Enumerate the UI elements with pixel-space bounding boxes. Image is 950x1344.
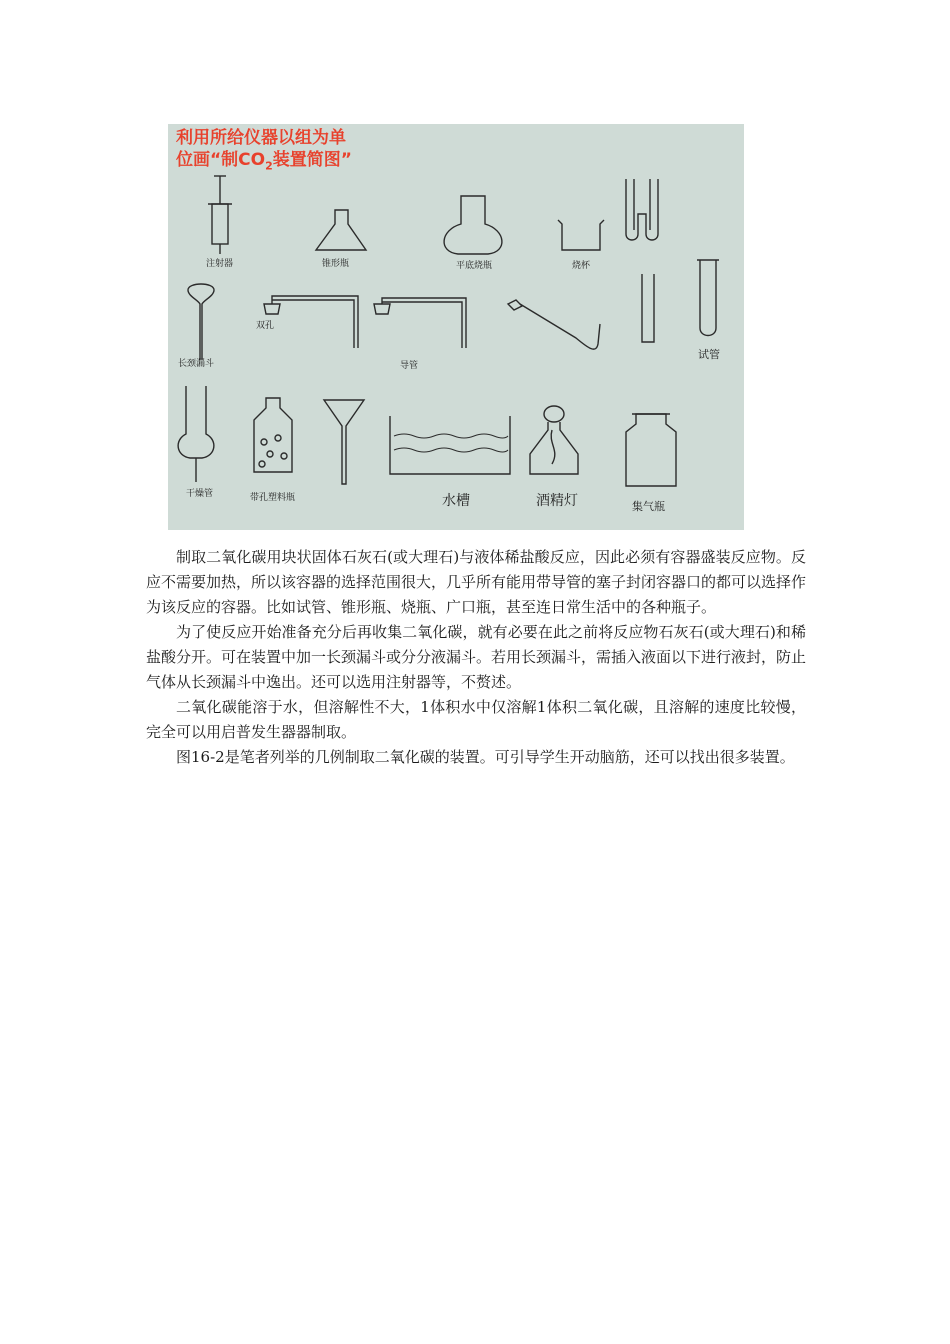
label-test-tube: 试管 <box>698 348 720 361</box>
label-long-funnel: 长颈漏斗 <box>178 359 215 369</box>
figure-title-line1: 利用所给仪器以组为单 <box>176 128 346 148</box>
paragraph-1: 制取二氧化碳用块状固体石灰石(或大理石)与液体稀盐酸反应，因此必须有容器盛装反应物。反应不需要加热，所以该容器的选择范围很大，几乎所有能用带导管的塞子封闭容器口的都可以选择作为该反应的容器。比如试管、锥形瓶、烧瓶、广口瓶，甚至连日常生活中的各种瓶子。 <box>146 548 807 616</box>
bent-tube-drawing <box>508 300 600 349</box>
long-funnel-drawing <box>188 284 214 360</box>
label-drying-tube: 干燥管 <box>186 489 214 499</box>
label-tube: 导管 <box>400 361 419 371</box>
u-tube-drawing <box>626 179 658 240</box>
gas-bottle-drawing <box>626 414 676 486</box>
figure-title-sub: 2 <box>265 159 273 173</box>
label-beaker: 烧杯 <box>572 261 591 271</box>
body-text <box>146 545 806 770</box>
label-water-tank: 水槽 <box>442 493 470 509</box>
label-conical-flask: 锥形瓶 <box>322 259 350 269</box>
water-tank-drawing <box>390 416 510 474</box>
label-double-hole: 双孔 <box>256 321 275 331</box>
apparatus-figure <box>168 124 744 530</box>
paragraph-2: 为了使反应开始准备充分后再收集二氧化碳，就有必要在此之前将反应物石灰石(或大理石)和稀盐酸分开。可在装置中加一长颈漏斗或分分液漏斗。若用长颈漏斗，需插入液面以下进行液封，防止气体从长颈漏斗中逸出。还可以选用注射器等，不赘述。 <box>146 623 807 691</box>
figure-title-line2b: 装置简图” <box>272 150 352 170</box>
label-gas-bottle: 集气瓶 <box>632 500 665 513</box>
plastic-bottle-drawing <box>254 398 292 472</box>
beaker-drawing <box>558 220 604 250</box>
label-syringe: 注射器 <box>206 259 234 269</box>
funnel-drawing <box>324 400 364 484</box>
label-flat-flask: 平底烧瓶 <box>456 261 493 271</box>
label-plastic-bottle: 带孔塑料瓶 <box>250 493 296 503</box>
figure-title-line2a: 位画“制CO <box>176 150 266 170</box>
apparatus-drawings <box>168 124 744 530</box>
drying-tube-drawing <box>178 386 214 482</box>
alcohol-lamp-drawing <box>530 406 578 474</box>
label-alcohol-lamp: 酒精灯 <box>536 493 578 509</box>
paragraph-4: 图16-2是笔者列举的几例制取二氧化碳的装置。可引导学生开动脑筋，还可以找出很多装置。 <box>176 748 795 766</box>
tube1-drawing <box>264 296 466 348</box>
paragraph-3: 二氧化碳能溶于水，但溶解性不大，1体积水中仅溶解1体积二氧化碳，且溶解的速度比较慢，完全可以用启普发生器器制取。 <box>146 698 806 741</box>
flat-flask-drawing <box>444 196 502 254</box>
test-tube-drawing <box>642 260 719 342</box>
conical-flask-drawing <box>316 210 366 250</box>
syringe-drawing <box>208 176 232 254</box>
